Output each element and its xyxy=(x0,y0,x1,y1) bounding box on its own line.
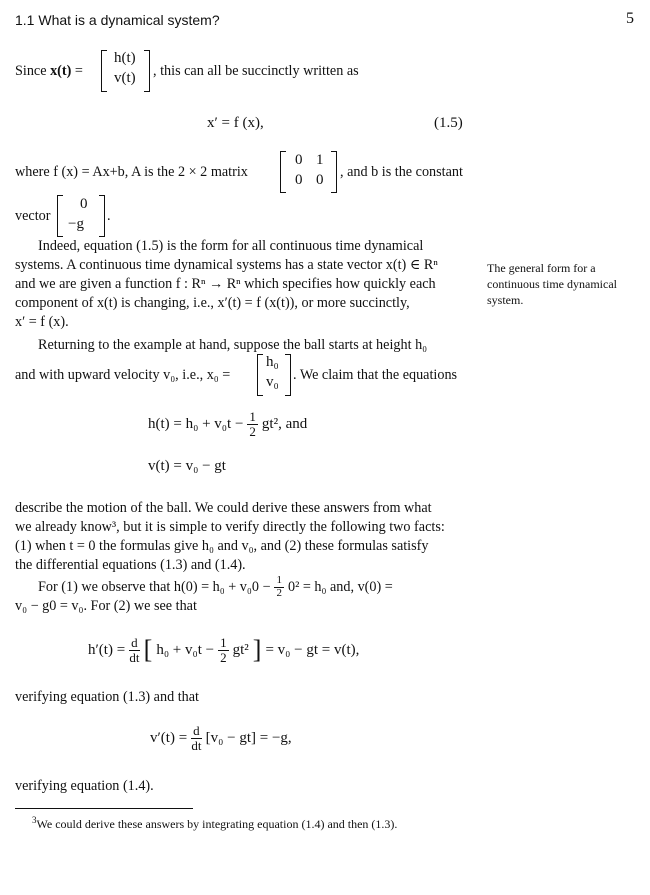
const-left-bracket xyxy=(57,195,63,237)
p5-line-1: describe the motion of the ball. We could derive these answers from what xyxy=(15,500,432,516)
x0-v0: v₀ xyxy=(266,374,279,390)
matrix-a21: 0 xyxy=(295,172,303,188)
x0-h0: h₀ xyxy=(266,354,279,370)
running-header: 1.1 What is a dynamical system? xyxy=(15,12,220,28)
equation-v-of-t: v(t) = v₀ − gt xyxy=(148,458,226,474)
equation-h-prime: h′(t) = $\frac{d}{dt}$ [ h₀ + v₀t − $\frac{1}{2}$ gt² ] = v₀ − gt = v(t), xyxy=(88,635,360,665)
matrix-a22: 0 xyxy=(316,172,324,188)
p3-line-2: systems. A continuous time dynamical systems has a state vector x(t) ∈ Rⁿ xyxy=(15,257,438,273)
p6-line-1: For (1) we observe that h(0) = h₀ + v₀0 − $\frac{1}{2}$ 0² = h₀ and, v(0) = xyxy=(38,574,393,599)
verify-1-4: verifying equation (1.4). xyxy=(15,778,154,794)
vector-h: h(t) xyxy=(114,50,136,66)
p1-lead: Since x(t) = xyxy=(15,63,83,79)
const-dot: . xyxy=(107,208,111,224)
matrix-a12: 1 xyxy=(316,152,324,168)
margin-note-line-3: system. xyxy=(487,293,524,307)
equation-v-prime: v′(t) = $\frac{d}{dt}$ [v₀ − gt] = −g, xyxy=(150,723,292,753)
p2-tail: , and b is the constant xyxy=(340,164,463,180)
const-c1: 0 xyxy=(80,196,88,212)
vector-word: vector xyxy=(15,208,51,224)
verify-1-3: verifying equation (1.3) and that xyxy=(15,689,199,705)
vector-v: v(t) xyxy=(114,70,136,86)
const-c2: −g xyxy=(68,216,84,232)
x0-left-bracket xyxy=(257,354,263,396)
p5-line-3: (1) when t = 0 the formulas give h₀ and v₀, and (2) these formulas satisfy xyxy=(15,538,429,554)
p6-line-2: v₀ − g0 = v₀. For (2) we see that xyxy=(15,598,197,614)
matrix-left-bracket xyxy=(280,151,286,193)
p4-line-2-lead: and with upward velocity v₀, i.e., x₀ = xyxy=(15,367,231,383)
page-number: 5 xyxy=(626,10,634,27)
equation-label-1-5: (1.5) xyxy=(434,115,463,131)
const-right-bracket xyxy=(99,195,105,237)
margin-note-line-2: continuous time dynamical xyxy=(487,277,617,291)
x0-right-bracket xyxy=(285,354,291,396)
matrix-right-bracket xyxy=(331,151,337,193)
matrix-a11: 0 xyxy=(295,152,303,168)
vector-left-bracket xyxy=(101,50,107,92)
equation-1-5: x′ = f (x), xyxy=(207,115,264,131)
p2-lead: where f (x) = Ax+b, A is the 2 × 2 matrix xyxy=(15,164,248,180)
p3-line-4: component of x(t) is changing, i.e., x′(t) = f (x(t)), or more succinctly, xyxy=(15,295,410,311)
p4-line-2-tail: . We claim that the equations xyxy=(293,367,458,383)
margin-note-line-1: The general form for a xyxy=(487,261,596,275)
footnote: $^3$We could derive these answers by integrating equation (1.4) and then (1.3). xyxy=(32,815,398,831)
p1-tail: , this can all be succinctly written as xyxy=(153,63,359,79)
p4-line-1: Returning to the example at hand, suppose the ball starts at height h₀ xyxy=(38,337,428,353)
p3-line-3: and we are given a function f : Rⁿ → Rⁿ which specifies how quickly each xyxy=(15,276,436,292)
p3-line-5: x′ = f (x). xyxy=(15,314,69,330)
equation-h-of-t: h(t) = h₀ + v₀t − $\frac{1}{2}$ gt², and xyxy=(148,409,308,439)
p5-line-4: the differential equations (1.3) and (1.4). xyxy=(15,557,246,573)
p3-line-1: Indeed, equation (1.5) is the form for all continuous time dynamical xyxy=(38,238,424,254)
vector-right-bracket xyxy=(144,50,150,92)
footnote-rule xyxy=(15,808,193,809)
p5-line-2: we already know³, but it is simple to verify directly the following two facts: xyxy=(15,519,445,535)
